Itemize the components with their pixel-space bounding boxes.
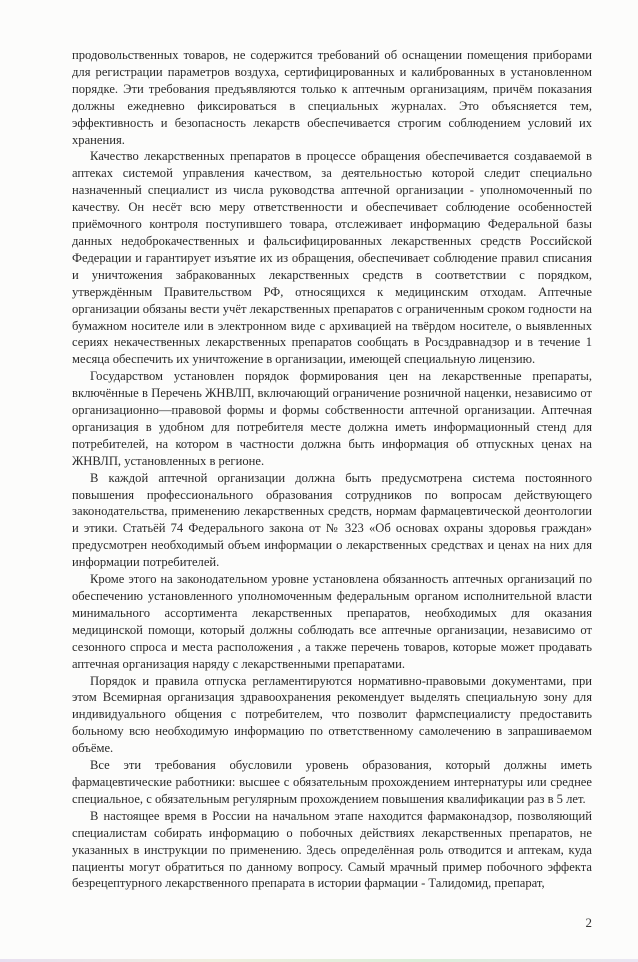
paragraph-minimum-assortment: Кроме этого на законодательном уровне установлена обязанность аптечных организаций по обеспечению установленного уполномоченным федеральным органом исполнительной власти минимального ассортимента лекарственных препаратов, необходимых для оказания медицинской помощи, который должны соблюдать все аптечные организации, независимо от сезонного спроса и места расположения , а также перечень товаров, которые может продавать аптечная организация наряду с лекарственными препаратами. (72, 572, 592, 671)
paragraph-professional-education: В каждой аптечной организации должна быть предусмотрена система постоянного повышения профессионального образования сотрудников по вопросам действующего законодательства, применению лекарственных средств, нормам фармацевтической деонтологии и этики. Статьёй 74 Федерального закона от № 323 «Об основах охраны здоровья граждан» предусмотрен необходимый объем информации о лекарственных средствах и ценах на них для информации потребителей. (72, 470, 592, 570)
document-body (72, 47, 592, 892)
page-number: 2 (585, 915, 592, 931)
paragraph-quality-management: Качество лекарственных препаратов в процессе обращения обеспечивается создаваемой в аптеках системой управления качеством, за деятельностью которой следит специально назначенный специалист из числа руководства аптечной организации - уполномоченный по качеству. Он несёт всю меру ответственности и обеспечивает соблюдение особенностей приёмочного контроля поступившего товара, отслеживает информацию Федеральной базы данных недоброкачественных и фальсифицированных лекарственных средств Российской Федерации и гарантирует изъятие их из обращения, обеспечивает соблюдение правил списания и уничтожения забракованных лекарственных средств в соответствии с порядком, утверждённым Правительством РФ, относящихся к медицинским отходам. Аптечные организации обязаны вести учёт лекарственных препаратов с ограниченным сроком годности на бумажном носителе или в электронном виде с архивацией на твёрдом носителе, о выявленных сериях некачественных лекарственных препаратов сообщать в Росздравнадзор и в течение 1 месяца обеспечить их уничтожение в организации, имеющей специальную лицензию. (72, 149, 592, 367)
paragraph-pharmacovigilance: В настоящее время в России на начальном этапе находится фармаконадзор, позволяющий специалистам собирать информацию о побочных действиях лекарственных препаратов, не указанных в инструкции по применению. Здесь определённая роль отводится и аптекам, куда пациенты могут обратиться по данному вопросу. Самый мрачный пример побочного эффекта безрецептурного лекарственного препарата в истории фармации - Талидомид, препарат, (72, 808, 592, 891)
paragraph-education-level: Все эти требования обусловили уровень образования, который должны иметь фармацевтические работники: высшее с обязательным прохождением интернатуры или среднее специальное, с обязательным регулярным прохождением повышения квалификации раз в 5 лет. (72, 758, 592, 806)
paragraph-dispensing-rules: Порядок и правила отпуска регламентируются нормативно-правовыми документами, при этом Всемирная организация здравоохранения рекомендует выделять специальную зону для индивидуального общения с потребителем, что позволит фармспециалисту предоставить больному всю необходимую информацию по ответственному самолечению в запрашиваемом объёме. (72, 673, 592, 756)
page-footer (72, 914, 592, 962)
paragraph-price-regulation: Государством установлен порядок формирования цен на лекарственные препараты, включённые в Перечень ЖНВЛП, включающий ограничение розничной наценки, независимо от организационно—правовой формы и формы собственности аптечной организации. Аптечная организация в удобном для потребителя месте должна иметь информационный стенд для потребителей, на котором в частности должна быть информация об отпускных ценах на ЖНВЛП, установленных в регионе. (72, 369, 592, 468)
paragraph-storage-requirements: продовольственных товаров, не содержится требований об оснащении помещения приборами для регистрации параметров воздуха, сертифицированных и калиброванных в установленном порядке. Эти требования предъявляются только к аптечным организациям, причём показания должны ежедневно фиксироваться в специальных журналах. Это объясняется тем, эффективность и безопасность лекарств обеспечивается строгим соблюдением условий их хранения. (72, 48, 592, 147)
